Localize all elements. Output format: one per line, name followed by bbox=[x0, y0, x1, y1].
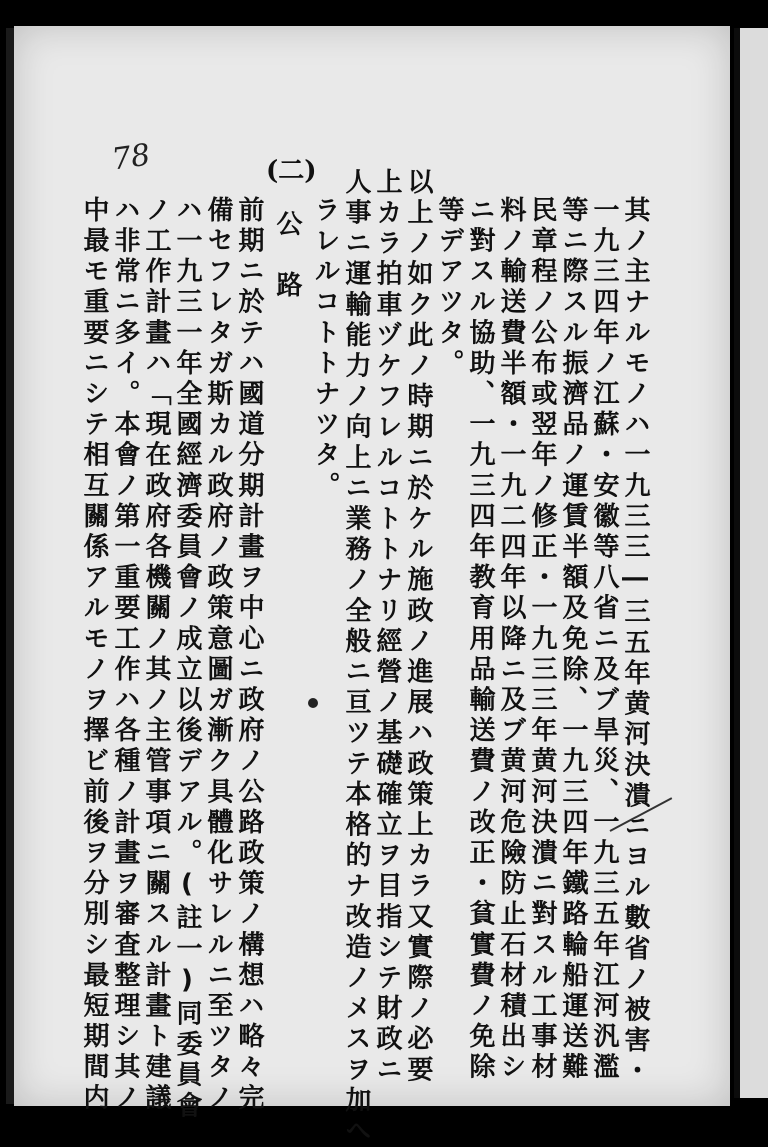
text-column: 一九三四年ノ江蘇・安徽等八省ニ及ブ旱災、一九三五年江河汎濫 bbox=[589, 196, 619, 1084]
text-column: 上カラ拍車ヅケフレルコトトナリ經營ノ基礎確立ヲ目指シテ財政ニ bbox=[372, 168, 402, 1086]
page-number: 78 bbox=[109, 137, 153, 178]
text-column: 以上ノ如ク此ノ時期ニ於ケル施政ノ進展ハ政策上カラ又實際ノ必要 bbox=[403, 168, 433, 1086]
text-column: 前期ニ於テハ國道分期計畫ヲ中心ニ政府ノ公路政策ノ構想ハ略々完 bbox=[234, 196, 264, 1114]
text-column: 備セフレタガ斯カル政府ノ政策意圖ガ漸ク具體化サレルニ至ツタノ bbox=[203, 196, 233, 1114]
text-column: 等デアツタ。 bbox=[434, 196, 464, 380]
book-spine bbox=[6, 28, 14, 1104]
ink-dot bbox=[308, 698, 318, 708]
text-column: 料ノ輸送費半額・一九二四年以降ニ及ブ黄河危險防止石材積出シ bbox=[496, 196, 526, 1084]
text-column: ハ一九三一年全國經濟委員會ノ成立以後デアル。(註一)同委員會 bbox=[172, 196, 202, 1122]
text-column: 人事ニ運輸能力ノ向上ニ業務ノ全般ニ亘ツテ本格的ナ改造ノメスヲ加へ bbox=[341, 168, 371, 1147]
text-column: 中最モ重要ニシテ相互關係アルモノヲ擇ビ前後ヲ分別シ最短期間内 bbox=[79, 196, 109, 1114]
section-heading: 公 路 bbox=[272, 210, 302, 302]
text-column: 等ニ際スル振濟品ノ運賃半額及免除、一九三四年鐵路輪船運送難 bbox=[558, 196, 588, 1084]
page-edge-strip bbox=[734, 28, 768, 1098]
text-column: ニ對スル協助、一九三四年教育用品輸送費ノ改正・貧實費ノ免除 bbox=[465, 196, 495, 1084]
section-marker: (二) bbox=[266, 156, 317, 186]
text-column: ハ非常ニ多イ。本會ノ第一重要工作ハ各種ノ計畫ヲ審査整理シ其ノ bbox=[110, 196, 140, 1114]
text-column: ノ工作計畫ハ「現在政府各機關ノ其ノ主管事項ニ關スル計畫ト建議 bbox=[141, 196, 171, 1114]
text-column: 其ノ主ナルモノハ一九三三―三五年黄河決潰ニヨル數省ノ被害・ bbox=[620, 196, 650, 1088]
text-column: 民章程ノ公布或翌年ノ修正・一九三三年黄河決潰ニ對スル工事材 bbox=[527, 196, 557, 1084]
text-column: ラレルコトトナツタ。 bbox=[310, 196, 340, 502]
